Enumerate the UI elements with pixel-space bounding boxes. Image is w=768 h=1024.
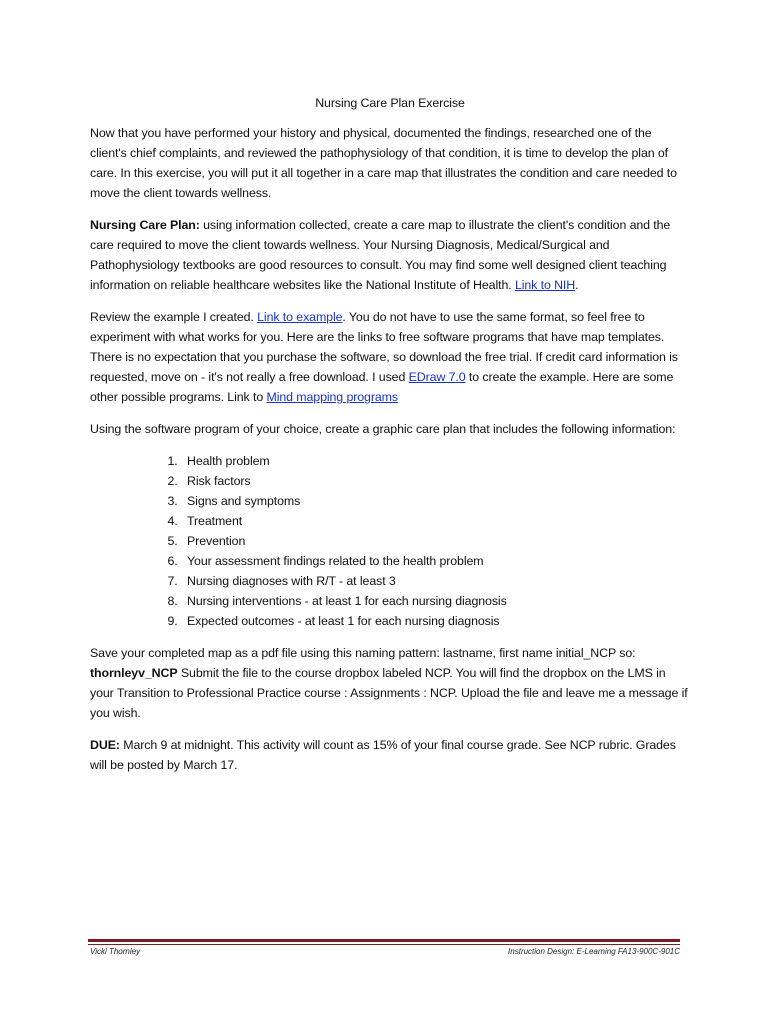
- care-plan-end: .: [575, 278, 579, 292]
- review-text-1: Review the example I created.: [90, 310, 258, 324]
- due-text: March 9 at midnight. This activity will count as 15% of your final course grade. See NCP rubric. Grades will be posted by March 17.: [90, 738, 676, 772]
- list-item: 5. Prevention: [181, 531, 690, 551]
- nih-link[interactable]: Link to NIH: [514, 278, 576, 292]
- list-item: 3. Signs and symptoms: [181, 491, 690, 511]
- intro-paragraph: Now that you have performed your history and physical, documented the findings, researched one of the client's chief complaints, and reviewed the pathophysiology of that condition, it is time to develop the plan of care. In this exercise, you will put it all together in a care map that illustrates the condition and care needed to move the client towards wellness.: [90, 126, 677, 200]
- page-footer: [90, 947, 680, 956]
- review-text-3: to create the example. Here are some other possible programs. Link to: [90, 370, 674, 404]
- review-paragraph: [90, 307, 690, 407]
- list-item: 7. Nursing diagnoses with R/T - at least 3: [181, 571, 690, 591]
- list-item: 9. Expected outcomes - at least 1 for each nursing diagnosis: [181, 611, 690, 631]
- care-plan-paragraph: [90, 215, 690, 295]
- care-plan-label: Nursing Care Plan:: [90, 218, 200, 232]
- example-link[interactable]: Link to example: [257, 310, 343, 324]
- list-item: 4. Treatment: [181, 511, 690, 531]
- care-plan-text: using information collected, create a care map to illustrate the client's condition and the care required to move the client towards wellness. Your Nursing Diagnosis, Medical/Surgical and Pathophysiology textbooks are good resources to consult. You may find some well designed client teaching information on reliable healthcare websites like the National Institute of Health.: [90, 218, 671, 292]
- document-body: [90, 93, 690, 787]
- file-name-example: thornleyv_NCP: [90, 666, 178, 680]
- footer-course: Instruction Design: E-Learning FA13-900C-901C: [508, 947, 680, 956]
- due-paragraph: [90, 735, 690, 775]
- save-paragraph: [90, 643, 690, 723]
- edraw-link[interactable]: EDraw 7.0: [408, 370, 466, 384]
- document-title: Nursing Care Plan Exercise: [315, 96, 465, 110]
- requirements-list: [90, 451, 690, 631]
- save-text-2: Submit the file to the course dropbox labeled NCP. You will find the dropbox on the LMS in your Transition to Professional Practice course : Assignments : NCP. Upload the file and leave me a message if you wish.: [90, 666, 688, 720]
- footer-rule: [88, 939, 680, 942]
- footer-rule-thin: [88, 944, 680, 945]
- footer-author: Vicki Thornley: [90, 947, 141, 956]
- list-item: 2. Risk factors: [181, 471, 690, 491]
- using-paragraph: Using the software program of your choice, create a graphic care plan that includes the following information:: [90, 422, 676, 436]
- due-label: DUE:: [90, 738, 120, 752]
- list-item: 8. Nursing interventions - at least 1 for each nursing diagnosis: [181, 591, 690, 611]
- review-text-2: . You do not have to use the same format, so feel free to experiment with what works for you. Here are the links to free software programs that have map templates. There is no expectation that you purchase the software, so download the free trial. If credit card information is requested, move on - it's not really a free download. I used: [90, 310, 678, 384]
- save-text-1: Save your completed map as a pdf file using this naming pattern: lastname, first name initial_NCP so:: [90, 646, 636, 660]
- list-item: 1. Health problem: [181, 451, 690, 471]
- list-item: 6. Your assessment findings related to the health problem: [181, 551, 690, 571]
- mind-mapping-link[interactable]: Mind mapping programs: [266, 390, 398, 404]
